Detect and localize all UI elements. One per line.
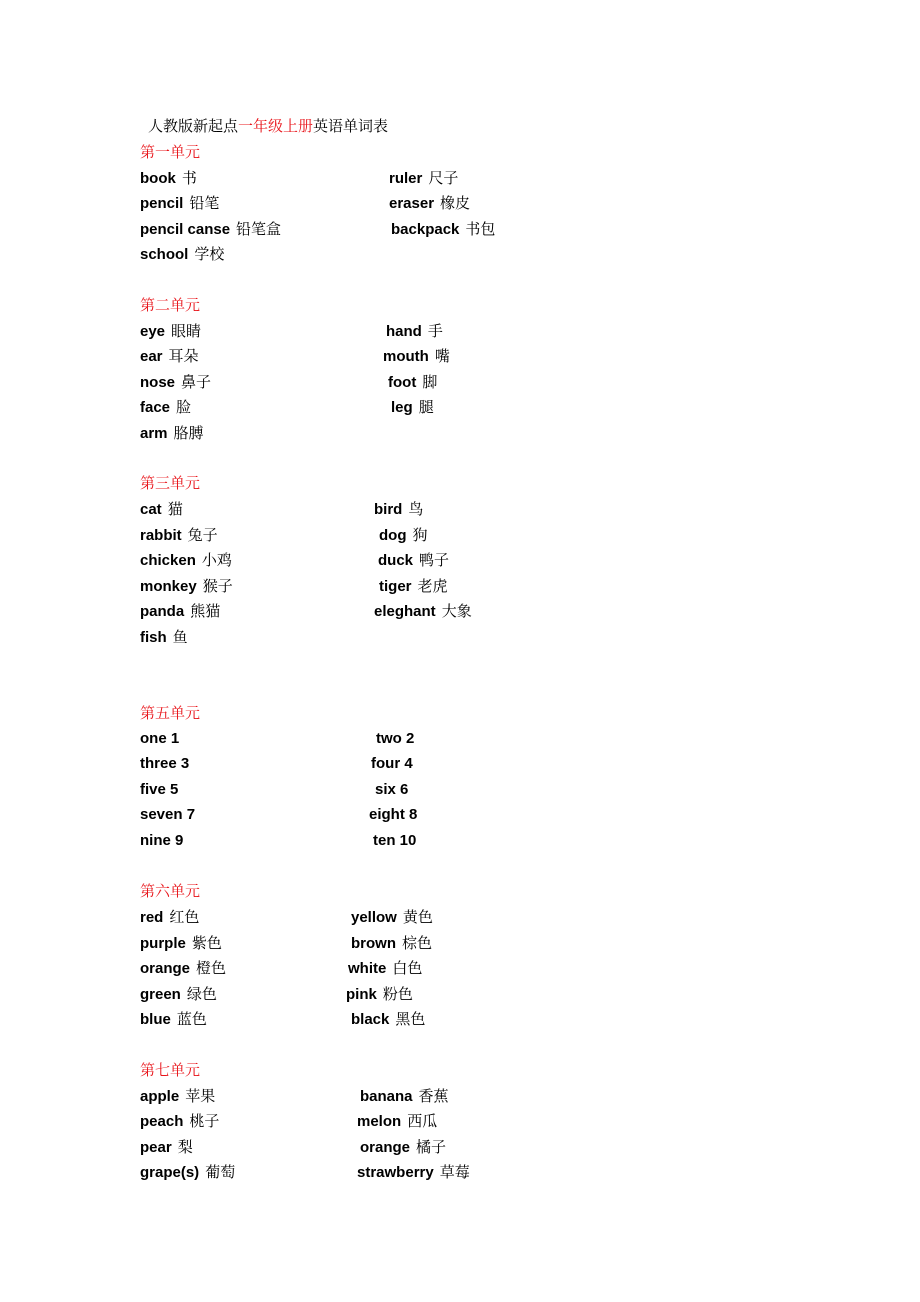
chinese-meaning: 熊猫: [190, 602, 221, 620]
word-row: [0, 1161, 700, 1183]
word-entry-right: [386, 320, 443, 341]
word-entry-left: [140, 498, 183, 519]
word-entry-right: [360, 1085, 449, 1106]
english-word: banana: [360, 1088, 413, 1105]
english-word: ruler: [389, 170, 423, 187]
word-entry-left: [140, 754, 189, 772]
chinese-meaning: 草莓: [439, 1163, 470, 1181]
english-word: orange: [140, 960, 191, 977]
chinese-meaning: 绿色: [186, 985, 217, 1003]
unit-heading: 第三单元: [140, 474, 201, 492]
english-word: pear: [140, 1139, 172, 1156]
chinese-meaning: 葡萄: [205, 1163, 236, 1181]
word-entry-right: [369, 805, 417, 823]
english-word: face: [140, 399, 171, 416]
english-word: mouth: [383, 348, 429, 365]
english-word: apple: [140, 1088, 180, 1105]
word-entry-right: [346, 983, 413, 1004]
english-word: eleghant: [374, 603, 436, 620]
word-entry-left: [140, 805, 195, 823]
word-row: [0, 243, 700, 265]
word-row: [0, 932, 700, 954]
word-entry-right: [391, 218, 495, 239]
english-word: arm: [140, 425, 168, 442]
english-word: green: [140, 986, 181, 1003]
chinese-meaning: 腿: [418, 398, 434, 416]
english-word: rabbit: [140, 527, 182, 544]
word-entry-right: [357, 1161, 470, 1182]
english-word: blue: [140, 1011, 171, 1028]
english-word: pencil canse: [140, 221, 231, 238]
english-word: nine 9: [140, 832, 184, 849]
english-word: monkey: [140, 578, 197, 595]
english-word: three 3: [140, 755, 190, 772]
word-entry-right: [379, 575, 448, 596]
english-word: book: [140, 170, 176, 187]
word-entry-left: [140, 192, 219, 213]
word-row: [0, 549, 700, 571]
word-entry-right: [378, 549, 449, 570]
chinese-meaning: 橘子: [416, 1138, 447, 1156]
english-word: backpack: [391, 221, 460, 238]
english-word: ear: [140, 348, 163, 365]
word-row: [0, 1008, 700, 1030]
chinese-meaning: 香蕉: [418, 1087, 449, 1105]
word-entry-left: [140, 524, 218, 545]
chinese-meaning: 梨: [177, 1138, 193, 1156]
chinese-meaning: 脚: [422, 373, 438, 391]
word-entry-left: [140, 780, 178, 798]
english-word: leg: [391, 399, 413, 416]
english-word: red: [140, 909, 164, 926]
english-word: eight 8: [369, 806, 418, 823]
word-row: [0, 575, 700, 597]
english-word: grape(s): [140, 1164, 200, 1181]
english-word: panda: [140, 603, 185, 620]
english-word: melon: [357, 1113, 402, 1130]
english-word: eraser: [389, 195, 435, 212]
word-entry-right: [391, 396, 434, 417]
word-row: [0, 1110, 700, 1132]
chinese-meaning: 眼睛: [171, 322, 202, 340]
title-prefix: 人教版新起点: [148, 117, 239, 135]
word-entry-left: [140, 575, 233, 596]
chinese-meaning: 大象: [441, 602, 472, 620]
english-word: peach: [140, 1113, 184, 1130]
english-word: black: [351, 1011, 390, 1028]
english-word: strawberry: [357, 1164, 434, 1181]
english-word: school: [140, 246, 189, 263]
unit-heading: 第一单元: [140, 143, 201, 161]
english-word: tiger: [379, 578, 412, 595]
chinese-meaning: 脸: [176, 398, 192, 416]
chinese-meaning: 苹果: [185, 1087, 216, 1105]
word-entry-right: [379, 524, 428, 545]
chinese-meaning: 鱼: [172, 628, 188, 646]
word-row: [0, 1085, 700, 1107]
chinese-meaning: 铅笔盒: [236, 220, 282, 238]
word-entry-left: [140, 422, 204, 443]
chinese-meaning: 桃子: [189, 1112, 220, 1130]
chinese-meaning: 蓝色: [176, 1010, 207, 1028]
title-highlight: 一年级上册: [238, 117, 314, 135]
word-entry-left: [140, 218, 281, 239]
word-entry-left: [140, 345, 199, 366]
word-entry-left: [140, 396, 191, 417]
english-word: purple: [140, 935, 186, 952]
english-word: nose: [140, 374, 176, 391]
chinese-meaning: 尺子: [428, 169, 459, 187]
word-entry-right: [375, 780, 408, 798]
chinese-meaning: 棕色: [402, 934, 433, 952]
english-word: white: [348, 960, 387, 977]
english-word: pencil: [140, 195, 184, 212]
word-entry-left: [140, 983, 217, 1004]
word-row: [0, 498, 700, 520]
word-entry-right: [348, 957, 422, 978]
english-word: eye: [140, 323, 166, 340]
english-word: chicken: [140, 552, 196, 569]
english-word: five 5: [140, 781, 179, 798]
chinese-meaning: 猴子: [202, 577, 233, 595]
word-entry-left: [140, 626, 188, 647]
word-row: [0, 345, 700, 367]
word-row: [0, 983, 700, 1005]
word-entry-right: [360, 1136, 446, 1157]
chinese-meaning: 狗: [412, 526, 428, 544]
chinese-meaning: 兔子: [187, 526, 218, 544]
word-entry-left: [140, 1136, 193, 1157]
chinese-meaning: 猫: [167, 500, 183, 518]
word-row: [0, 524, 700, 546]
chinese-meaning: 西瓜: [407, 1112, 438, 1130]
word-entry-left: [140, 1161, 235, 1182]
word-entry-left: [140, 243, 224, 264]
english-word: fish: [140, 629, 167, 646]
word-row: [0, 906, 700, 928]
word-entry-right: [388, 371, 437, 392]
document-title: [148, 115, 388, 136]
word-entry-left: [140, 600, 220, 621]
chinese-meaning: 白色: [392, 959, 423, 977]
english-word: cat: [140, 501, 162, 518]
word-entry-right: [351, 1008, 425, 1029]
word-entry-right: [376, 729, 414, 747]
english-word: one 1: [140, 730, 180, 747]
chinese-meaning: 橙色: [196, 959, 227, 977]
word-entry-right: [383, 345, 450, 366]
word-row: [0, 192, 700, 214]
chinese-meaning: 书包: [465, 220, 496, 238]
word-entry-left: [140, 320, 201, 341]
word-row: [0, 1136, 700, 1158]
word-entry-right: [371, 754, 413, 772]
word-entry-left: [140, 906, 199, 927]
english-word: hand: [386, 323, 422, 340]
chinese-meaning: 老虎: [417, 577, 448, 595]
english-word: seven 7: [140, 806, 196, 823]
chinese-meaning: 书: [181, 169, 197, 187]
chinese-meaning: 黄色: [402, 908, 433, 926]
word-entry-right: [374, 498, 423, 519]
word-entry-left: [140, 957, 226, 978]
word-entry-right: [351, 906, 433, 927]
word-entry-left: [140, 831, 183, 849]
chinese-meaning: 鼻子: [181, 373, 212, 391]
english-word: six 6: [375, 781, 409, 798]
english-word: foot: [388, 374, 417, 391]
english-word: ten 10: [373, 832, 417, 849]
word-entry-right: [351, 932, 432, 953]
word-row: [0, 754, 700, 776]
word-row: [0, 600, 700, 622]
word-entry-right: [357, 1110, 437, 1131]
word-row: [0, 218, 700, 240]
unit-heading: 第六单元: [140, 882, 201, 900]
word-row: [0, 729, 700, 751]
english-word: bird: [374, 501, 403, 518]
chinese-meaning: 胳膊: [173, 424, 204, 442]
chinese-meaning: 紫色: [191, 934, 222, 952]
word-entry-left: [140, 1110, 219, 1131]
word-entry-right: [373, 831, 416, 849]
word-entry-left: [140, 932, 222, 953]
chinese-meaning: 嘴: [434, 347, 450, 365]
word-entry-right: [389, 167, 458, 188]
chinese-meaning: 小鸡: [201, 551, 232, 569]
word-entry-left: [140, 729, 179, 747]
word-row: [0, 957, 700, 979]
english-word: pink: [346, 986, 377, 1003]
title-suffix: 英语单词表: [313, 117, 389, 135]
word-row: [0, 422, 700, 444]
word-row: [0, 831, 700, 853]
chinese-meaning: 铅笔: [189, 194, 220, 212]
english-word: dog: [379, 527, 407, 544]
word-row: [0, 396, 700, 418]
word-row: [0, 780, 700, 802]
english-word: two 2: [376, 730, 415, 747]
chinese-meaning: 学校: [194, 245, 225, 263]
english-word: brown: [351, 935, 396, 952]
chinese-meaning: 鸟: [408, 500, 424, 518]
chinese-meaning: 耳朵: [168, 347, 199, 365]
word-entry-left: [140, 1008, 207, 1029]
unit-heading: 第二单元: [140, 296, 201, 314]
word-row: [0, 320, 700, 342]
word-row: [0, 371, 700, 393]
word-entry-left: [140, 1085, 215, 1106]
word-row: [0, 805, 700, 827]
word-entry-left: [140, 549, 232, 570]
unit-heading: 第五单元: [140, 704, 201, 722]
english-word: duck: [378, 552, 414, 569]
word-entry-left: [140, 371, 211, 392]
english-word: orange: [360, 1139, 411, 1156]
unit-heading: 第七单元: [140, 1061, 201, 1079]
word-entry-left: [140, 167, 197, 188]
word-entry-right: [374, 600, 472, 621]
word-entry-right: [389, 192, 470, 213]
chinese-meaning: 黑色: [395, 1010, 426, 1028]
chinese-meaning: 橡皮: [440, 194, 471, 212]
chinese-meaning: 手: [427, 322, 443, 340]
chinese-meaning: 红色: [169, 908, 200, 926]
chinese-meaning: 鸭子: [419, 551, 450, 569]
word-row: [0, 167, 700, 189]
english-word: four 4: [371, 755, 413, 772]
word-row: [0, 626, 700, 648]
chinese-meaning: 粉色: [382, 985, 413, 1003]
english-word: yellow: [351, 909, 397, 926]
